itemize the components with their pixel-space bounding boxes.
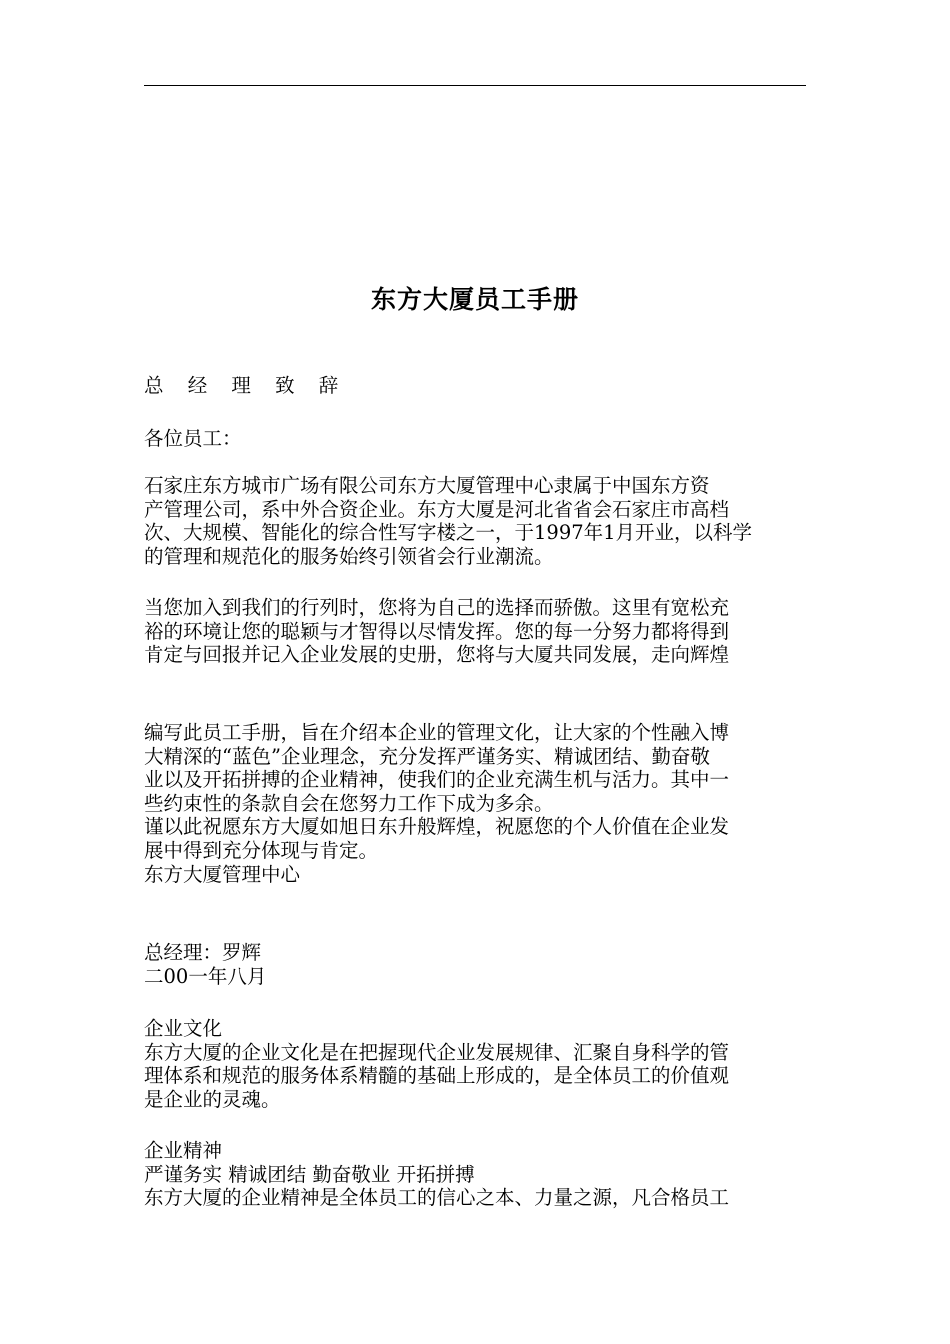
- signature-date: 二00一年八月: [144, 964, 267, 988]
- spirit-heading: 企业精神: [144, 1139, 223, 1162]
- text-line: 展中得到充分体现与肯定。: [144, 838, 379, 862]
- text-line: 当您加入到我们的行列时，您将为自己的选择而骄傲。这里有宽松充: [144, 596, 730, 619]
- text-line: 石家庄东方城市广场有限公司东方大厦管理中心隶属于中国东方资: [144, 474, 710, 497]
- spirit-motto: 严谨务实 精诚团结 勤奋敬业 开拓拼搏: [144, 1162, 475, 1186]
- signature-block: [144, 941, 808, 988]
- culture-heading: 企业文化: [144, 1017, 223, 1040]
- paragraph-welcome: [144, 596, 808, 667]
- section-heading: 总 经 理 致 辞: [144, 374, 348, 397]
- text-line: 编写此员工手册，旨在介绍本企业的管理文化，让大家的个性融入博: [144, 721, 730, 744]
- text-line: 是企业的灵魂。: [144, 1087, 281, 1111]
- text-line: 的管理和规范化的服务始终引领省会行业潮流。: [144, 544, 554, 568]
- text-line: 肯定与回报并记入企业发展的史册，您将与大厦共同发展，走向辉煌: [144, 643, 730, 667]
- text-line: 产管理公司，系中外合资企业。东方大厦是河北省省会石家庄市高档: [144, 497, 730, 521]
- paragraph-purpose: [144, 721, 808, 886]
- header-rule: [144, 85, 806, 86]
- text-line: 东方大厦的企业文化是在把握现代企业发展规律、汇聚自身科学的管: [144, 1040, 730, 1064]
- general-manager: 总经理：罗辉: [144, 941, 262, 964]
- text-line: 次、大规模、智能化的综合性写字楼之一，于1997年1月开业，以科学: [144, 521, 753, 545]
- text-line: 些约束性的条款自会在您努力工作下成为多余。: [144, 791, 554, 815]
- paragraph-intro: [144, 474, 808, 568]
- text-line: 业以及开拓拼搏的企业精神，使我们的企业充满生机与活力。其中一: [144, 768, 730, 792]
- document-title: 东方大厦员工手册: [370, 285, 579, 314]
- text-line: 东方大厦的企业精神是全体员工的信心之本、力量之源，凡合格员工: [144, 1186, 730, 1210]
- text-line: 东方大厦管理中心: [144, 862, 301, 886]
- text-line: 谨以此祝愿东方大厦如旭日东升般辉煌，祝愿您的个人价值在企业发: [144, 815, 730, 839]
- section-culture: [144, 1017, 808, 1111]
- text-line: 理体系和规范的服务体系精髓的基础上形成的，是全体员工的价值观: [144, 1064, 730, 1088]
- text-line: 大精深的“蓝色”企业理念，充分发挥严谨务实、精诚团结、勤奋敬: [144, 744, 710, 768]
- greeting: 各位员工：: [144, 427, 242, 450]
- section-spirit: [144, 1139, 808, 1210]
- text-line: 裕的环境让您的聪颖与才智得以尽情发挥。您的每一分努力都将得到: [144, 619, 730, 643]
